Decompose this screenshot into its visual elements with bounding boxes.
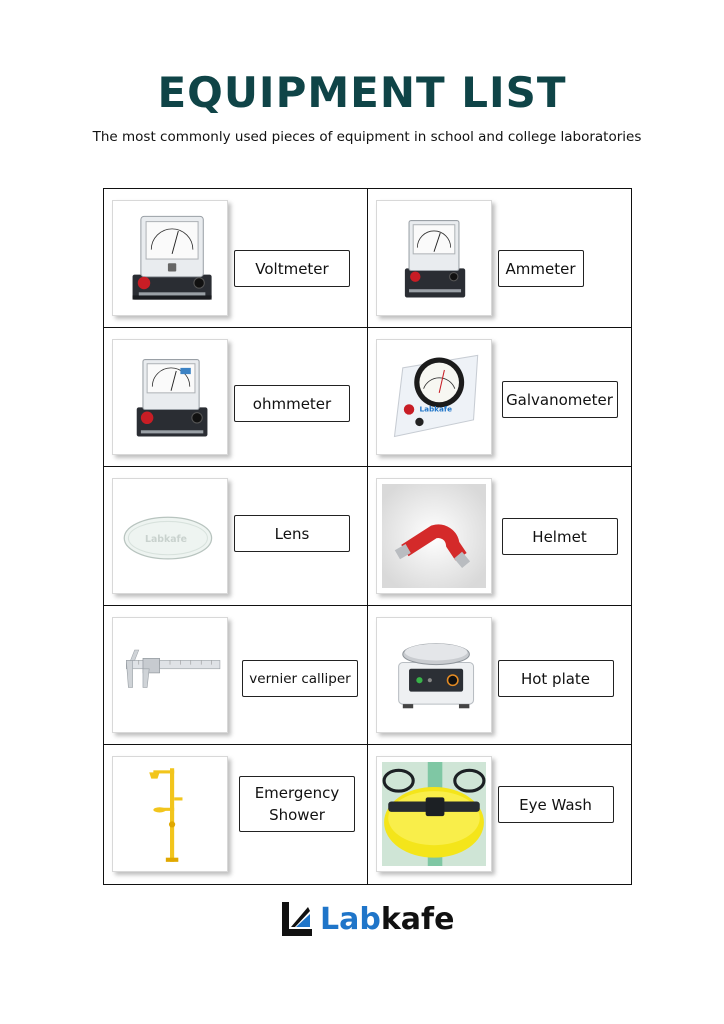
equipment-label: ohmmeter bbox=[234, 385, 350, 422]
equipment-label: Helmet bbox=[502, 518, 618, 555]
ammeter-icon bbox=[382, 206, 486, 310]
brand-name bbox=[320, 902, 454, 937]
equipment-photo bbox=[376, 756, 492, 872]
brand-name-part1: Lab bbox=[320, 901, 381, 937]
equipment-cell-helmet bbox=[368, 467, 632, 606]
hot-plate-icon bbox=[382, 623, 486, 727]
voltmeter-icon bbox=[118, 206, 222, 310]
equipment-label: vernier calliper bbox=[242, 660, 358, 697]
equipment-cell-lens bbox=[104, 467, 368, 606]
equipment-photo bbox=[376, 339, 492, 455]
labkafe-logo-icon bbox=[282, 902, 312, 936]
equipment-photo bbox=[376, 617, 492, 733]
vernier-calliper-icon bbox=[118, 623, 222, 727]
equipment-label: Hot plate bbox=[498, 660, 614, 697]
equipment-label: Eye Wash bbox=[498, 786, 614, 823]
equipment-photo bbox=[112, 339, 228, 455]
equipment-photo bbox=[112, 478, 228, 594]
equipment-cell-hot-plate bbox=[368, 606, 632, 745]
equipment-label: Ammeter bbox=[498, 250, 584, 287]
equipment-label: Emergency Shower bbox=[239, 776, 355, 832]
equipment-cell-vernier-calliper bbox=[104, 606, 368, 745]
equipment-cell-eye-wash bbox=[368, 745, 632, 884]
equipment-photo bbox=[376, 200, 492, 316]
equipment-label: Galvanometer bbox=[502, 381, 618, 418]
equipment-cell-ammeter bbox=[368, 189, 632, 328]
svg-text:Labkafe: Labkafe bbox=[418, 404, 452, 414]
equipment-cell-voltmeter bbox=[104, 189, 368, 328]
eye-wash-icon bbox=[382, 762, 486, 866]
equipment-cell-galvanometer bbox=[368, 328, 632, 467]
equipment-grid bbox=[103, 188, 632, 885]
lens-icon bbox=[118, 484, 222, 588]
equipment-cell-ohmmeter bbox=[104, 328, 368, 467]
equipment-label: Lens bbox=[234, 515, 350, 552]
ohmmeter-icon bbox=[118, 345, 222, 449]
watermark-text: Labkafe bbox=[145, 534, 187, 546]
brand-name-part2: kafe bbox=[380, 901, 455, 937]
equipment-photo bbox=[112, 756, 228, 872]
equipment-label: Voltmeter bbox=[234, 250, 350, 287]
equipment-photo bbox=[112, 617, 228, 733]
emergency-shower-icon bbox=[118, 762, 222, 866]
equipment-cell-emergency-shower bbox=[104, 745, 368, 884]
page-subtitle: The most commonly used pieces of equipment in school and college laboratories bbox=[92, 129, 642, 145]
galvanometer-icon bbox=[382, 345, 486, 449]
page-title: EQUIPMENT LIST bbox=[157, 68, 567, 117]
equipment-photo bbox=[112, 200, 228, 316]
magnet-icon bbox=[382, 484, 486, 588]
brand-logo bbox=[282, 900, 454, 938]
equipment-photo bbox=[376, 478, 492, 594]
